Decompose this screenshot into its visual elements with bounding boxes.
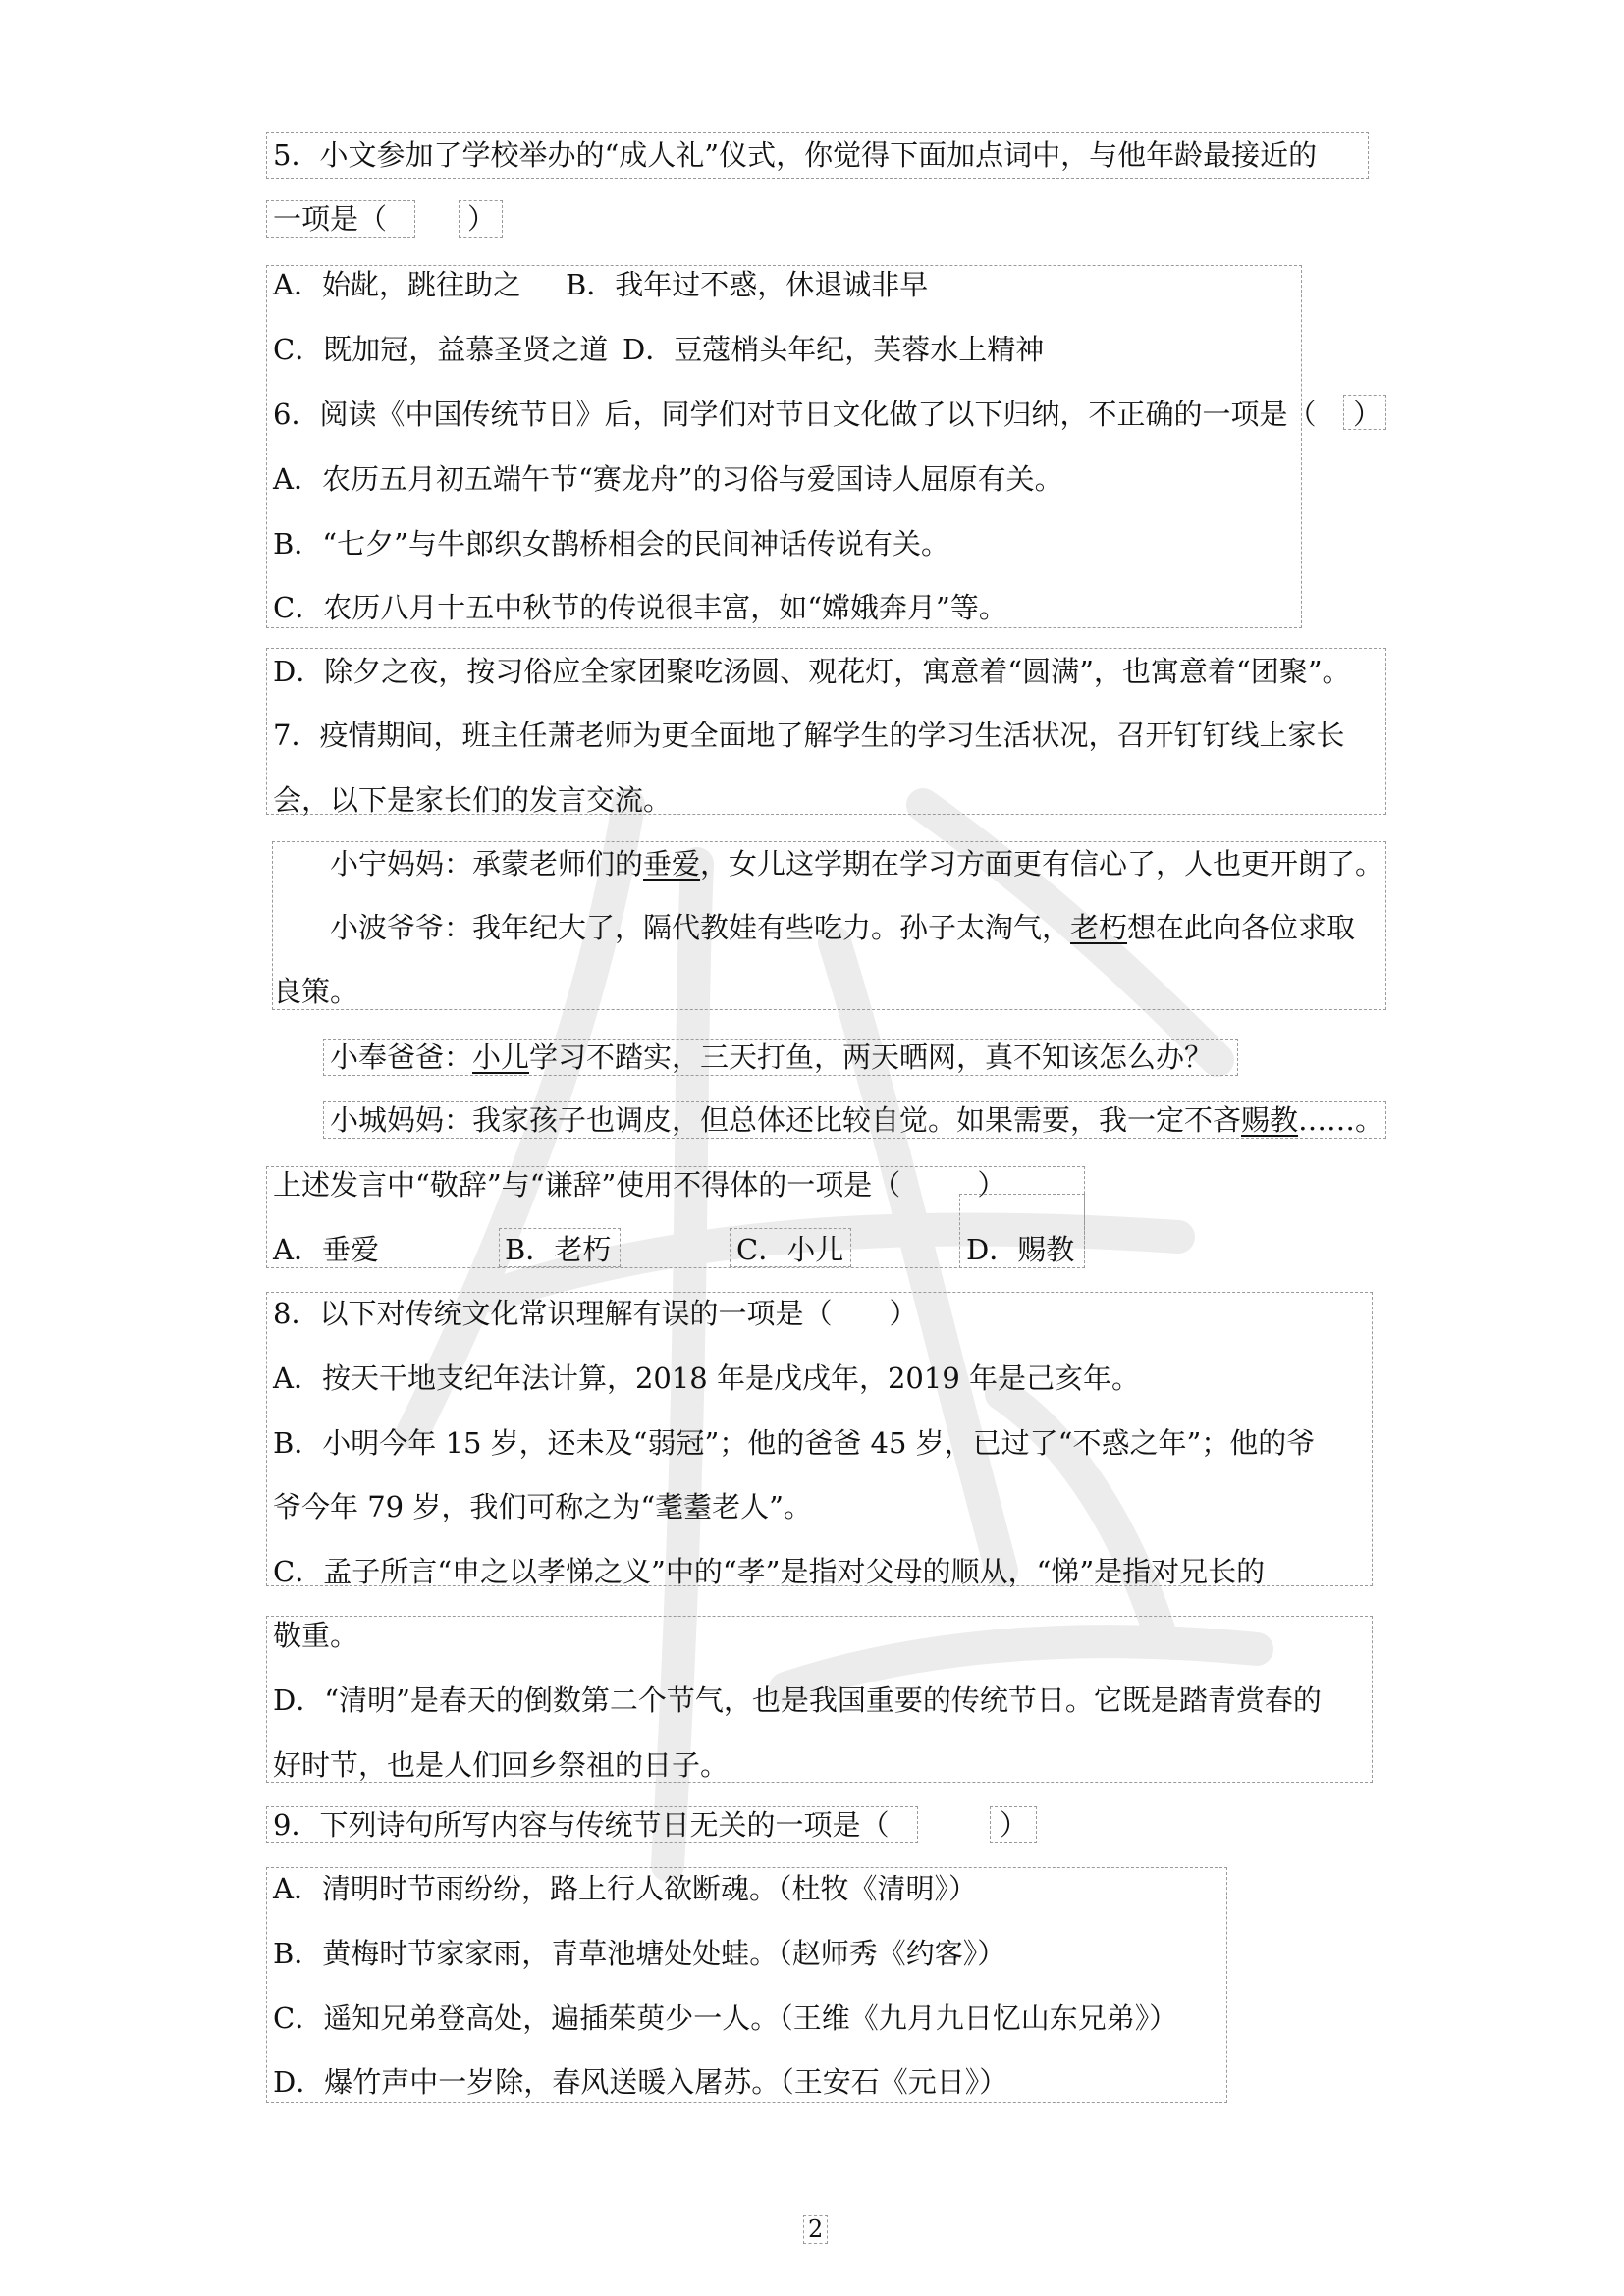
q7-term-xiaoer: 小儿 [472, 1041, 530, 1074]
q7-stem-line1: 7．疫情期间，班主任萧老师为更全面地了解学生的学习生活状况，召开钉钉线上家长 [273, 719, 1345, 752]
q8-option-d-cont: 好时节，也是人们回乡祭祖的日子。 [273, 1748, 730, 1782]
q9-option-c[interactable]: C．遥知兄弟登高处，遍插茱萸少一人。（王维《九月九日忆山东兄弟》） [273, 2002, 1178, 2035]
q8-option-d[interactable]: D．“清明”是春天的倒数第二个节气，也是我国重要的传统节日。它既是踏青赏春的 [273, 1683, 1322, 1717]
q7-speech-xiaofeng-pre: 小奉爸爸： [330, 1041, 473, 1074]
q6-option-d[interactable]: D．除夕之夜，按习俗应全家团聚吃汤圆、观花灯，寓意着“圆满”，也寓意着“团聚”。 [273, 655, 1351, 688]
q5-q6-options-box [266, 265, 1302, 628]
q7-speech-xiaobo [324, 910, 1361, 945]
q5-stem-line2 [267, 201, 393, 237]
q5-option-d[interactable]: D．豆蔻梢头年纪，芙蓉水上精神 [623, 333, 1045, 366]
q7-speech-xiaoning-pre: 小宁妈妈：承蒙老师们的 [330, 847, 644, 881]
q8-option-b[interactable]: B．小明今年 15 岁，还未及“弱冠”；他的爸爸 45 岁，已过了“不惑之年”；他的爷 [273, 1426, 1316, 1460]
q7-option-b[interactable]: B．老朽 [505, 1233, 612, 1266]
q6-option-c[interactable]: C．农历八月十五中秋节的传说很丰富，如“嫦娥奔月”等。 [273, 591, 1007, 624]
q8-option-b-cont: 爷今年 79 岁，我们可称之为“耄耋老人”。 [273, 1490, 812, 1523]
q7-ask-post: ） [977, 1168, 1006, 1201]
q7-speech-xiaocheng-pre: 小城妈妈：我家孩子也调皮，但总体还比较自觉。如果需要，我一定不吝 [330, 1103, 1242, 1137]
q7-stem-line2: 会，以下是家长们的发言交流。 [273, 783, 673, 817]
q8-option-c[interactable]: C．孟子所言“申之以孝悌之义”中的“孝”是指对父母的顺从，“悌”是指对兄长的 [273, 1555, 1266, 1588]
q7-option-c[interactable]: C．小儿 [736, 1233, 844, 1266]
page-number: 2 [803, 2215, 828, 2244]
q7-ask [267, 1167, 1011, 1202]
q5-option-b[interactable]: B．我年过不惑，休退诚非早 [566, 268, 929, 301]
q6-stem-close: ） [1353, 398, 1382, 431]
q8-stem: 8．以下对传统文化常识理解有误的一项是（ ） [273, 1297, 918, 1330]
q6-stem: 6．阅读《中国传统节日》后，同学们对节日文化做了以下归纳，不正确的一项是（ [273, 398, 1317, 431]
q7-speech-xiaoning [324, 846, 1389, 881]
q7-speech-xiaocheng [324, 1102, 1389, 1138]
q7-speech-xiaocheng-post: ……。 [1298, 1103, 1384, 1137]
q7-term-laoxiu: 老朽 [1070, 911, 1128, 944]
q7-option-d[interactable]: D．赐教 [966, 1233, 1075, 1266]
q9-stem-close: ） [1000, 1808, 1029, 1842]
q5-option-c[interactable]: C．既加冠，益慕圣贤之道 [273, 333, 609, 366]
q7-speech-xiaoning-post: ，女儿这学期在学习方面更有信心了，人也更开朗了。 [700, 847, 1384, 881]
q5-stem-line2-close: ） [467, 202, 497, 236]
q8-option-c-cont: 敬重。 [273, 1619, 359, 1652]
q5-stem-line2-pre: 一项是（ [273, 202, 388, 236]
q6-option-b[interactable]: B．“七夕”与牛郎织女鹊桥相会的民间神话传说有关。 [273, 527, 949, 561]
q9-option-b[interactable]: B．黄梅时节家家雨，青草池塘处处蛙。（赵师秀《约客》） [273, 1937, 1006, 1970]
q5-option-a[interactable]: A．始龀，跳往助之 [273, 268, 521, 301]
q9-option-a[interactable]: A．清明时节雨纷纷，路上行人欲断魂。（杜牧《清明》） [273, 1872, 977, 1905]
q7-ask-pre: 上述发言中“敬辞”与“谦辞”使用不得体的一项是（ [273, 1168, 901, 1201]
q7-speech-xiaofeng-post: 学习不踏实，三天打鱼，两天晒网，真不知该怎么办？ [529, 1041, 1214, 1074]
q7-speech-xiaobo-pre: 小波爷爷：我年纪大了，隔代教娃有些吃力。孙子太淘气， [330, 911, 1071, 944]
q7-term-chuiai: 垂爱 [643, 847, 701, 881]
q7-speech-xiaofeng [324, 1040, 1218, 1075]
q7-term-cijiao: 赐教 [1241, 1103, 1299, 1137]
q7-speech-xiaobo-cont: 良策。 [273, 975, 359, 1008]
q7-speech-xiaobo-post: 想在此向各位求取 [1127, 911, 1356, 944]
q9-stem: 9．下列诗句所写内容与传统节日无关的一项是（ [273, 1808, 890, 1842]
q7-option-a[interactable]: A．垂爱 [273, 1233, 379, 1266]
q9-option-d[interactable]: D．爆竹声中一岁除，春风送暖入屠苏。（王安石《元日》） [273, 2065, 1008, 2099]
q8-option-a[interactable]: A．按天干地支纪年法计算，2018 年是戊戌年，2019 年是己亥年。 [273, 1362, 1140, 1395]
q5-stem: 5．小文参加了学校举办的“成人礼”仪式，你觉得下面加点词中，与他年龄最接近的 [273, 138, 1318, 172]
q6-option-a[interactable]: A．农历五月初五端午节“赛龙舟”的习俗与爱国诗人屈原有关。 [273, 462, 1063, 496]
